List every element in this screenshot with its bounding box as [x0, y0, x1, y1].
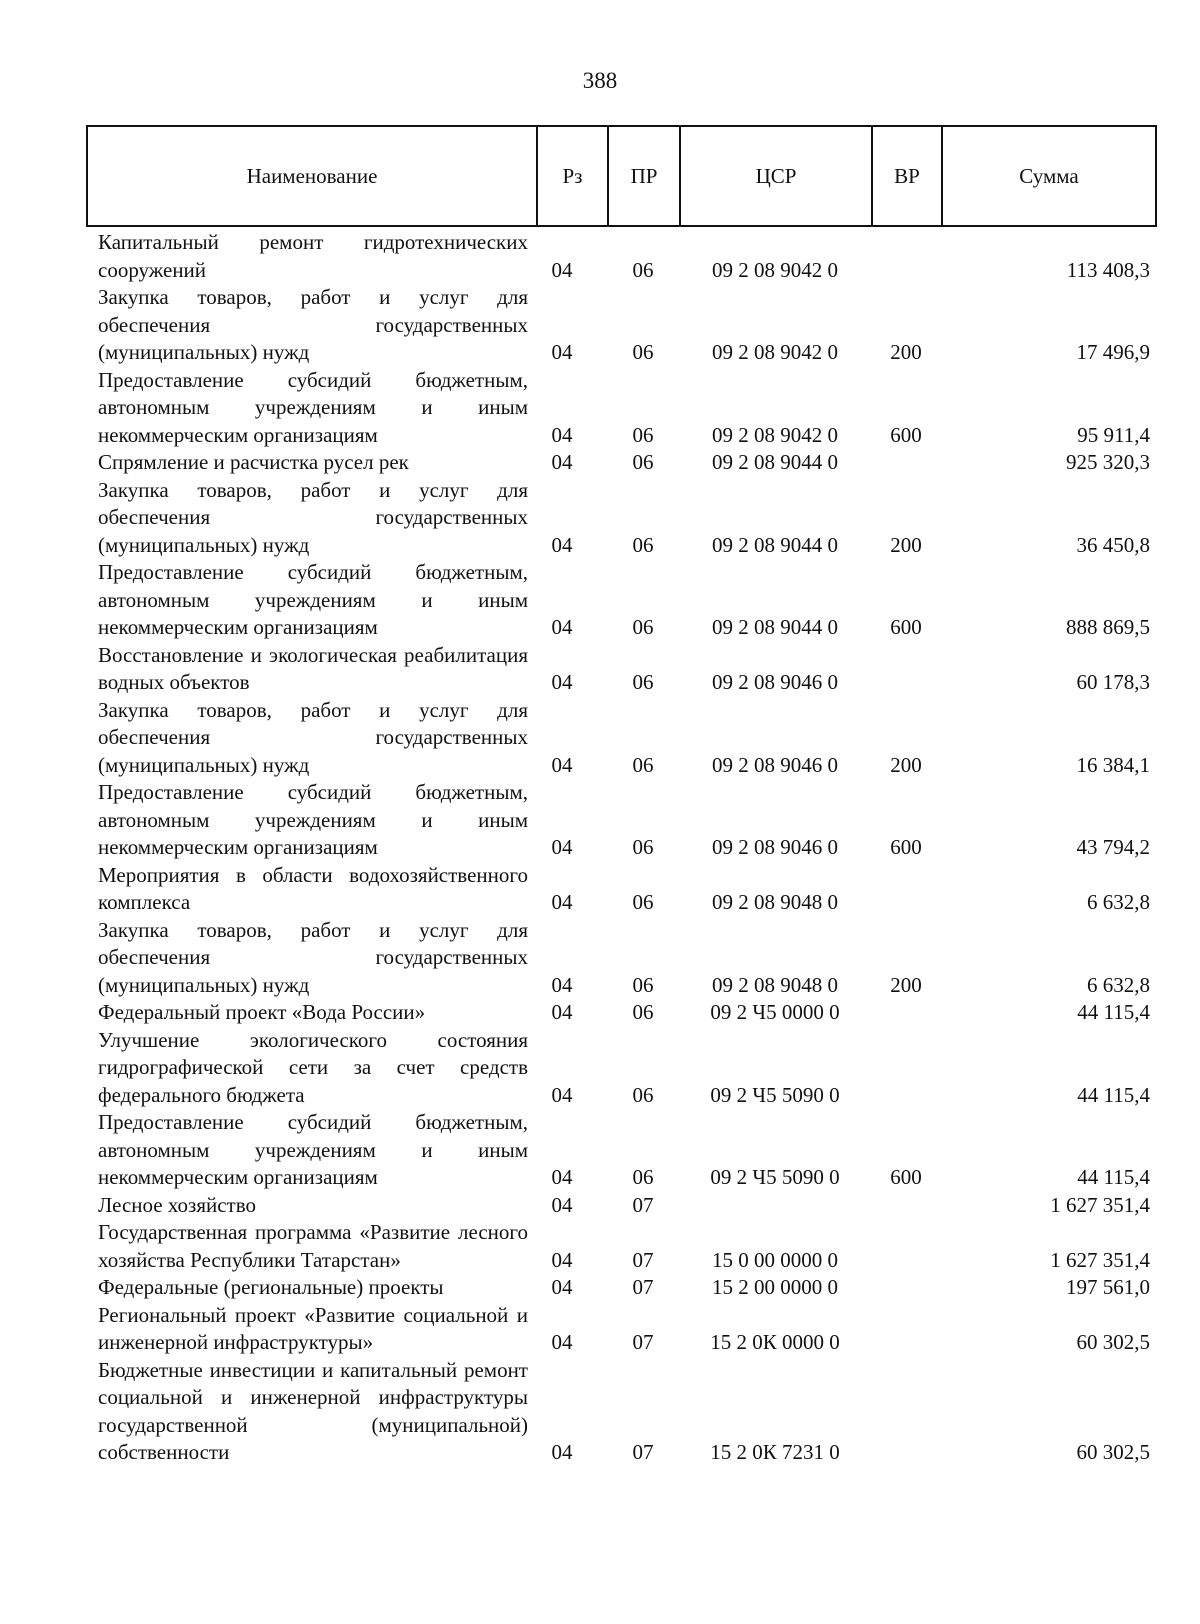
row-sum: 43 794,2: [1076, 835, 1150, 859]
table-row: [98, 449, 1158, 477]
row-pr: 06: [632, 1000, 654, 1024]
row-csr: 09 2 08 9046 0: [712, 670, 838, 694]
table-row: [98, 1192, 1158, 1220]
row-csr: 15 2 0К 7231 0: [710, 1440, 840, 1464]
row-rz: 04: [551, 257, 573, 282]
row-rz: 04: [551, 422, 573, 447]
table-header: [86, 125, 1157, 227]
header-rz: Рз: [538, 127, 609, 225]
row-sum: 17 496,9: [1076, 340, 1150, 364]
row-name: Закупка товаров, работ и услуг для обеспечения государственных (муниципальных) нужд: [98, 477, 528, 557]
row-name: Улучшение экологического состояния гидрографической сети за счет средств федерального бюджета: [98, 1027, 528, 1107]
header-pr: ПР: [609, 127, 681, 225]
row-pr: 06: [632, 890, 654, 914]
row-csr: 09 2 08 9044 0: [712, 450, 838, 474]
row-rz: 04: [551, 752, 573, 777]
table-row: [98, 367, 1158, 450]
row-pr: 06: [632, 835, 654, 859]
row-vr: 200: [890, 340, 922, 364]
row-vr: 600: [890, 615, 922, 639]
row-pr: 07: [632, 1192, 654, 1217]
row-sum: 1 627 351,4: [1050, 1192, 1150, 1217]
row-csr: 09 2 Ч5 5090 0: [710, 1082, 840, 1107]
row-rz: 04: [551, 615, 573, 639]
table-row: [98, 477, 1158, 560]
row-csr: 09 2 08 9042 0: [712, 422, 838, 447]
row-pr: 06: [632, 257, 654, 282]
row-csr: 09 2 08 9048 0: [712, 890, 838, 914]
row-vr: 200: [890, 752, 922, 777]
row-sum: 6 632,8: [1087, 890, 1150, 914]
row-vr: 200: [890, 532, 922, 557]
table-row: [98, 1109, 1158, 1192]
row-vr: 200: [890, 972, 922, 997]
row-csr: 09 2 08 9042 0: [712, 340, 838, 364]
row-pr: 07: [632, 1440, 654, 1464]
row-name: Предоставление субсидий бюджетным, автономным учреждениям и иным некоммерческим организациям: [98, 560, 528, 639]
row-pr: 06: [632, 972, 654, 997]
row-name: Закупка товаров, работ и услуг для обеспечения государственных (муниципальных) нужд: [98, 697, 528, 777]
header-name: Наименование: [88, 127, 538, 225]
row-csr: 09 2 08 9044 0: [712, 615, 838, 639]
row-pr: 06: [632, 450, 654, 474]
row-rz: 04: [551, 670, 573, 694]
row-csr: 09 2 08 9042 0: [712, 257, 838, 282]
header-csr: ЦСР: [681, 127, 873, 225]
row-sum: 16 384,1: [1076, 752, 1150, 777]
row-name: Мероприятия в области водохозяйственного комплекса: [98, 862, 528, 914]
row-rz: 04: [551, 450, 573, 474]
row-pr: 07: [632, 1247, 654, 1272]
row-sum: 1 627 351,4: [1050, 1247, 1150, 1272]
row-pr: 06: [632, 1165, 654, 1189]
row-name: Предоставление субсидий бюджетным, автономным учреждениям и иным некоммерческим организациям: [98, 780, 528, 859]
row-vr: 600: [890, 835, 922, 859]
row-pr: 06: [632, 422, 654, 447]
row-rz: 04: [551, 1000, 573, 1024]
row-sum: 44 115,4: [1077, 1082, 1150, 1107]
table-row: [98, 862, 1158, 917]
row-sum: 95 911,4: [1077, 422, 1150, 447]
row-pr: 07: [632, 1275, 654, 1299]
row-rz: 04: [551, 1275, 573, 1299]
row-pr: 06: [632, 340, 654, 364]
row-rz: 04: [551, 1330, 573, 1354]
row-rz: 04: [551, 1192, 573, 1217]
row-sum: 197 561,0: [1066, 1275, 1150, 1299]
row-csr: 09 2 08 9046 0: [712, 835, 838, 859]
row-csr: 09 2 08 9046 0: [712, 752, 838, 777]
row-csr: 09 2 08 9044 0: [712, 532, 838, 557]
table-row: [98, 697, 1158, 780]
row-name: Региональный проект «Развитие социальной и инженерной инфраструктуры»: [98, 1302, 528, 1354]
row-sum: 60 302,5: [1076, 1330, 1150, 1354]
table-row: [98, 284, 1158, 367]
header-vr: ВР: [873, 127, 943, 225]
row-rz: 04: [551, 1247, 573, 1272]
header-sum: Сумма: [1019, 163, 1079, 188]
row-name: Закупка товаров, работ и услуг для обеспечения государственных (муниципальных) нужд: [98, 917, 528, 997]
row-csr: 09 2 08 9048 0: [712, 972, 838, 997]
table-row: [98, 1274, 1158, 1302]
row-name: Спрямление и расчистка русел рек: [98, 450, 409, 474]
page-number: 388: [582, 68, 618, 93]
row-sum: 60 302,5: [1076, 1440, 1150, 1464]
row-vr: 600: [890, 422, 922, 447]
row-sum: 6 632,8: [1087, 972, 1150, 997]
table-row: [98, 1302, 1158, 1357]
table-body: [98, 229, 1158, 1467]
row-pr: 06: [632, 1082, 654, 1107]
row-pr: 06: [632, 670, 654, 694]
row-vr: 600: [890, 1165, 922, 1189]
row-name: Предоставление субсидий бюджетным, автономным учреждениям и иным некоммерческим организациям: [98, 1110, 528, 1189]
row-sum: 888 869,5: [1066, 615, 1150, 639]
row-csr: 09 2 Ч5 5090 0: [710, 1165, 840, 1189]
row-csr: 15 2 0К 0000 0: [710, 1330, 840, 1354]
table-row: [98, 229, 1158, 284]
row-name: Лесное хозяйство: [98, 1192, 256, 1217]
row-rz: 04: [551, 532, 573, 557]
row-pr: 07: [632, 1330, 654, 1354]
row-sum: 60 178,3: [1076, 670, 1150, 694]
row-sum: 113 408,3: [1066, 257, 1150, 282]
row-name: Капитальный ремонт гидротехнических сооружений: [98, 230, 528, 282]
row-rz: 04: [551, 1165, 573, 1189]
row-name: Предоставление субсидий бюджетным, автономным учреждениям и иным некоммерческим организациям: [98, 367, 528, 447]
table-row: [98, 999, 1158, 1027]
table-row: [98, 779, 1158, 862]
row-rz: 04: [551, 1440, 573, 1464]
row-rz: 04: [551, 835, 573, 859]
row-name: Восстановление и экологическая реабилитация водных объектов: [98, 642, 528, 694]
row-sum: 44 115,4: [1077, 1165, 1150, 1189]
row-pr: 06: [632, 752, 654, 777]
row-rz: 04: [551, 972, 573, 997]
row-csr: 15 0 00 0000 0: [712, 1247, 838, 1272]
row-name: Федеральный проект «Вода России»: [98, 1000, 426, 1024]
row-sum: 44 115,4: [1077, 1000, 1150, 1024]
table-row: [98, 559, 1158, 642]
table-row: [98, 642, 1158, 697]
table-row: [98, 917, 1158, 1000]
row-pr: 06: [632, 532, 654, 557]
row-sum: 36 450,8: [1076, 532, 1150, 557]
row-name: Федеральные (региональные) проекты: [98, 1275, 444, 1299]
row-name: Бюджетные инвестиции и капитальный ремонт социальной и инженерной инфраструктуры государственной (муниципальной) собственности: [98, 1357, 528, 1464]
table-row: [98, 1027, 1158, 1110]
row-pr: 06: [632, 615, 654, 639]
table-row: [98, 1357, 1158, 1467]
row-sum: 925 320,3: [1066, 450, 1150, 474]
row-name: Закупка товаров, работ и услуг для обеспечения государственных (муниципальных) нужд: [98, 285, 528, 364]
row-rz: 04: [551, 890, 573, 914]
row-csr: 09 2 Ч5 0000 0: [710, 1000, 840, 1024]
row-csr: 15 2 00 0000 0: [712, 1275, 838, 1299]
row-name: Государственная программа «Развитие лесного хозяйства Республики Татарстан»: [98, 1220, 528, 1272]
row-rz: 04: [551, 340, 573, 364]
row-rz: 04: [551, 1082, 573, 1107]
table-row: [98, 1219, 1158, 1274]
